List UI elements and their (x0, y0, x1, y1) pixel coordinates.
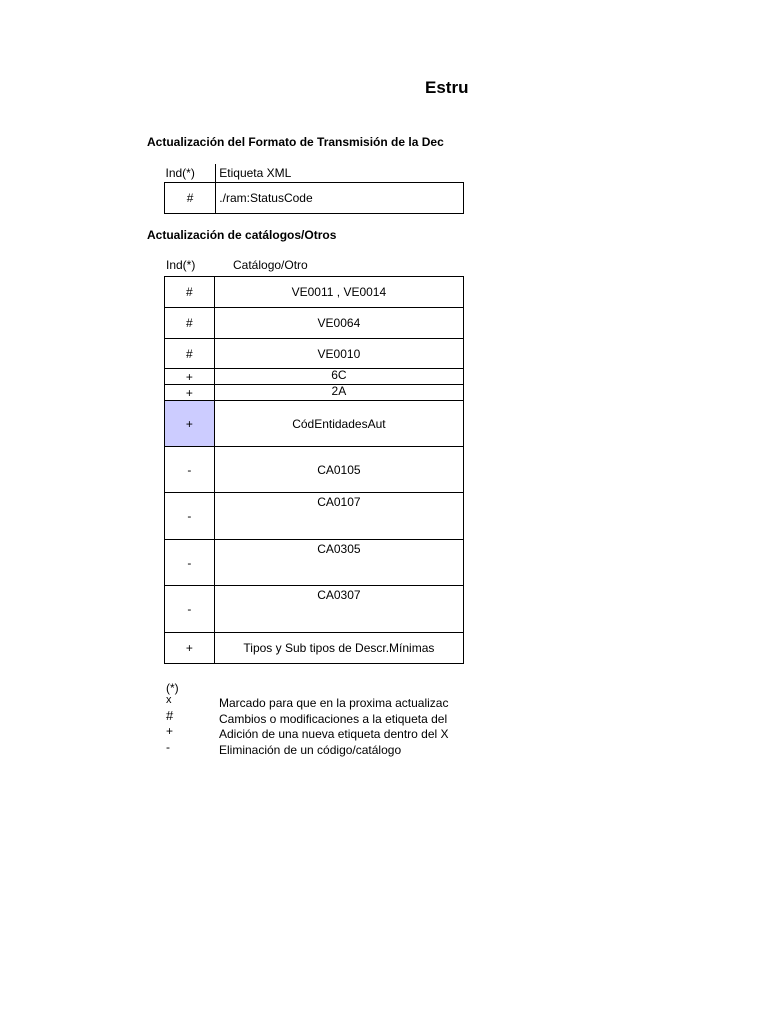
row-ind: + (165, 385, 215, 401)
legend-symbol: - (166, 740, 170, 754)
legend-symbol: x (166, 694, 172, 706)
legend-text: Marcado para que en la proxima actualizac (219, 696, 449, 710)
row-catalog: VE0064 (214, 308, 463, 339)
row-catalog: CA0307 (214, 586, 463, 633)
row-catalog: CódEntidadesAut (214, 401, 463, 447)
legend-text: Adición de una nueva etiqueta dentro del X (219, 727, 449, 741)
col-catalog-header: Catálogo/Otro (233, 258, 308, 272)
table-row (165, 633, 464, 664)
table-row (165, 339, 464, 369)
row-ind: + (165, 633, 215, 664)
table-row (165, 183, 464, 214)
row-ind: # (165, 277, 215, 308)
table-row (165, 369, 464, 385)
row-catalog: CA0305 (214, 540, 463, 586)
row-catalog: CA0105 (214, 447, 463, 493)
col-label-header: Etiqueta XML (216, 164, 464, 183)
row-label: ./ram:StatusCode (216, 183, 464, 214)
catalog-table (164, 276, 464, 664)
legend-symbol: + (166, 724, 174, 738)
col-ind-header: Ind(*) (165, 164, 216, 183)
row-ind: - (165, 540, 215, 586)
row-catalog: 6C (214, 369, 463, 385)
row-catalog: VE0010 (214, 339, 463, 369)
row-ind: # (165, 183, 216, 214)
row-ind: - (165, 493, 215, 540)
row-catalog: CA0107 (214, 493, 463, 540)
table-row (165, 540, 464, 586)
row-ind: # (165, 339, 215, 369)
legend-title: (*) (166, 681, 179, 695)
row-ind: - (165, 447, 215, 493)
row-ind: - (165, 586, 215, 633)
table-row (165, 586, 464, 633)
table-header-row (165, 164, 464, 183)
section2-heading: Actualización de catálogos/Otros (147, 228, 337, 242)
row-catalog: VE0011 , VE0014 (214, 277, 463, 308)
row-catalog: 2A (214, 385, 463, 401)
table-row (165, 308, 464, 339)
legend-text: Eliminación de un código/catálogo (219, 743, 402, 757)
xml-tag-table (164, 164, 464, 214)
col-ind-header-2: Ind(*) (166, 258, 196, 272)
row-ind: + (165, 401, 215, 447)
table-row (165, 493, 464, 540)
page-title: Estru (425, 78, 469, 97)
legend-symbol: # (166, 708, 174, 723)
table-row (165, 277, 464, 308)
section1-heading: Actualización del Formato de Transmisión de la Dec (147, 135, 444, 149)
row-ind: + (165, 369, 215, 385)
table-row (165, 385, 464, 401)
row-catalog: Tipos y Sub tipos de Descr.Mínimas (214, 633, 463, 664)
table-row (165, 447, 464, 493)
row-ind: # (165, 308, 215, 339)
legend-text: Cambios o modificaciones a la etiqueta del (219, 712, 448, 726)
table-row (165, 401, 464, 447)
